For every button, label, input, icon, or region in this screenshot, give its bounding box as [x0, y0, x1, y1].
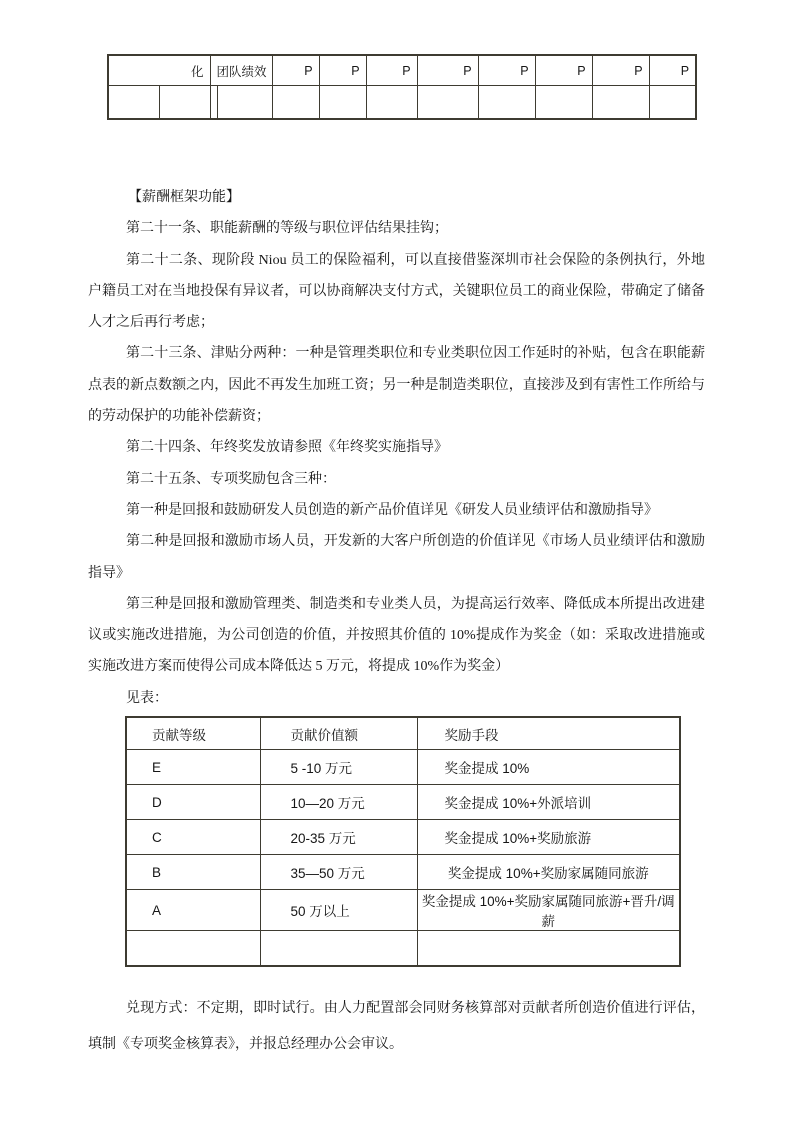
grid-cell-p: P	[417, 55, 478, 86]
grid-cell-hua: 化	[108, 55, 210, 86]
reward-cell: 奖金提成 10%+奖励家属随同旅游+晋升/调薪	[417, 890, 680, 931]
grid-cell-empty	[535, 86, 592, 120]
grid-cell-team-performance: 团队绩效	[210, 55, 272, 86]
clause-21-paragraph: 第二十一条、职能薪酬的等级与职位评估结果挂钩；	[126, 221, 448, 237]
grid-cell-p: P	[272, 55, 319, 86]
grade-cell	[126, 931, 260, 967]
grid-cell-empty	[417, 86, 478, 120]
clause-23-paragraph: 第二十三条、津贴分两种：一种是管理类职位和专业类职位因工作延时的补贴，包含在职能薪点表的新点数额之内，因此不再发生加班工资；另一种是制造类职位，直接涉及到有害性工作所给与的劳动保护的功能补偿薪资；	[88, 346, 705, 425]
reward-table-header-grade: 贡献等级	[126, 717, 260, 750]
grade-cell: D	[126, 785, 260, 820]
special-reward-type-2-paragraph: 第二种是回报和激励市场人员，开发新的大客户所创造的价值详见《市场人员业绩评估和激励指导》	[88, 534, 705, 581]
grid-cell-p: P	[649, 55, 696, 86]
reward-cell: 奖金提成 10%+外派培训	[417, 785, 680, 820]
reward-table-header-value: 贡献价值额	[260, 717, 417, 750]
reward-table-row-E	[126, 750, 680, 785]
grid-cell-p: P	[319, 55, 366, 86]
reward-table	[125, 716, 681, 967]
grid-cell-empty	[366, 86, 417, 120]
grid-cell-empty	[210, 86, 217, 120]
document-content	[0, 54, 793, 1063]
reward-table-row-D	[126, 785, 680, 820]
reward-cell	[417, 931, 680, 967]
grid-cell-empty	[478, 86, 535, 120]
grid-row-header	[108, 55, 696, 86]
value-cell: 35—50 万元	[260, 855, 417, 890]
reward-table-header-row	[126, 717, 680, 750]
section-heading: 【薪酬框架功能】	[128, 190, 240, 205]
reward-table-row-empty	[126, 931, 680, 967]
reward-table-header-method: 奖励手段	[417, 717, 680, 750]
grid-cell-p: P	[535, 55, 592, 86]
performance-grid-table	[107, 54, 697, 120]
grid-cell-empty	[592, 86, 649, 120]
reward-cell: 奖金提成 10%+奖励家属随同旅游	[417, 855, 680, 890]
grid-cell-empty	[272, 86, 319, 120]
grade-cell: A	[126, 890, 260, 931]
reward-cell: 奖金提成 10%+奖励旅游	[417, 820, 680, 855]
grid-cell-p: P	[592, 55, 649, 86]
grid-cell-p: P	[478, 55, 535, 86]
closing-paragraph: 兑现方式：不定期，即时试行。由人力配置部会同财务核算部对贡献者所创造价值进行评估，填制《专项奖金核算表》，并报总经理办公会审议。	[88, 1001, 705, 1053]
value-cell: 20-35 万元	[260, 820, 417, 855]
grade-cell: B	[126, 855, 260, 890]
grid-cell-empty	[649, 86, 696, 120]
clause-22-paragraph: 第二十二条、现阶段 Niou 员工的保险福利，可以直接借鉴深圳市社会保险的条例执行，外地户籍员工对在当地投保有异议者，可以协商解决支付方式，关键职位员工的商业保险，带确定了储备人才之后再行考虑；	[88, 252, 705, 331]
grid-cell-p: P	[366, 55, 417, 86]
value-cell: 10—20 万元	[260, 785, 417, 820]
special-reward-type-3-paragraph: 第三种是回报和激励管理类、制造类和专业类人员，为提高运行效率、降低成本所提出改进建议或实施改进措施，为公司创造的价值，并按照其价值的 10%提成作为奖金（如：采取改进措施或实施改进方案而使得公司成本降低达 5 万元，将提成 10%作为奖金）	[88, 596, 705, 675]
value-cell: 50 万以上	[260, 890, 417, 931]
grid-cell-empty	[159, 86, 210, 120]
grade-cell: C	[126, 820, 260, 855]
reward-table-row-A	[126, 890, 680, 931]
value-cell	[260, 931, 417, 967]
grid-cell-empty	[108, 86, 159, 120]
grid-cell-empty	[217, 86, 272, 120]
see-table-label: 见表：	[126, 690, 168, 706]
reward-table-row-C	[126, 820, 680, 855]
clause-25-paragraph: 第二十五条、专项奖励包含三种：	[126, 471, 336, 487]
value-cell: 5 -10 万元	[260, 750, 417, 785]
grid-cell-empty	[319, 86, 366, 120]
special-reward-type-1-paragraph: 第一种是回报和鼓励研发人员创造的新产品价值详见《研发人员业绩评估和激励指导》	[126, 502, 658, 518]
reward-cell: 奖金提成 10%	[417, 750, 680, 785]
clause-24-paragraph: 第二十四条、年终奖发放请参照《年终奖实施指导》	[126, 440, 448, 456]
grade-cell: E	[126, 750, 260, 785]
reward-table-row-B	[126, 855, 680, 890]
grid-row-empty	[108, 86, 696, 120]
